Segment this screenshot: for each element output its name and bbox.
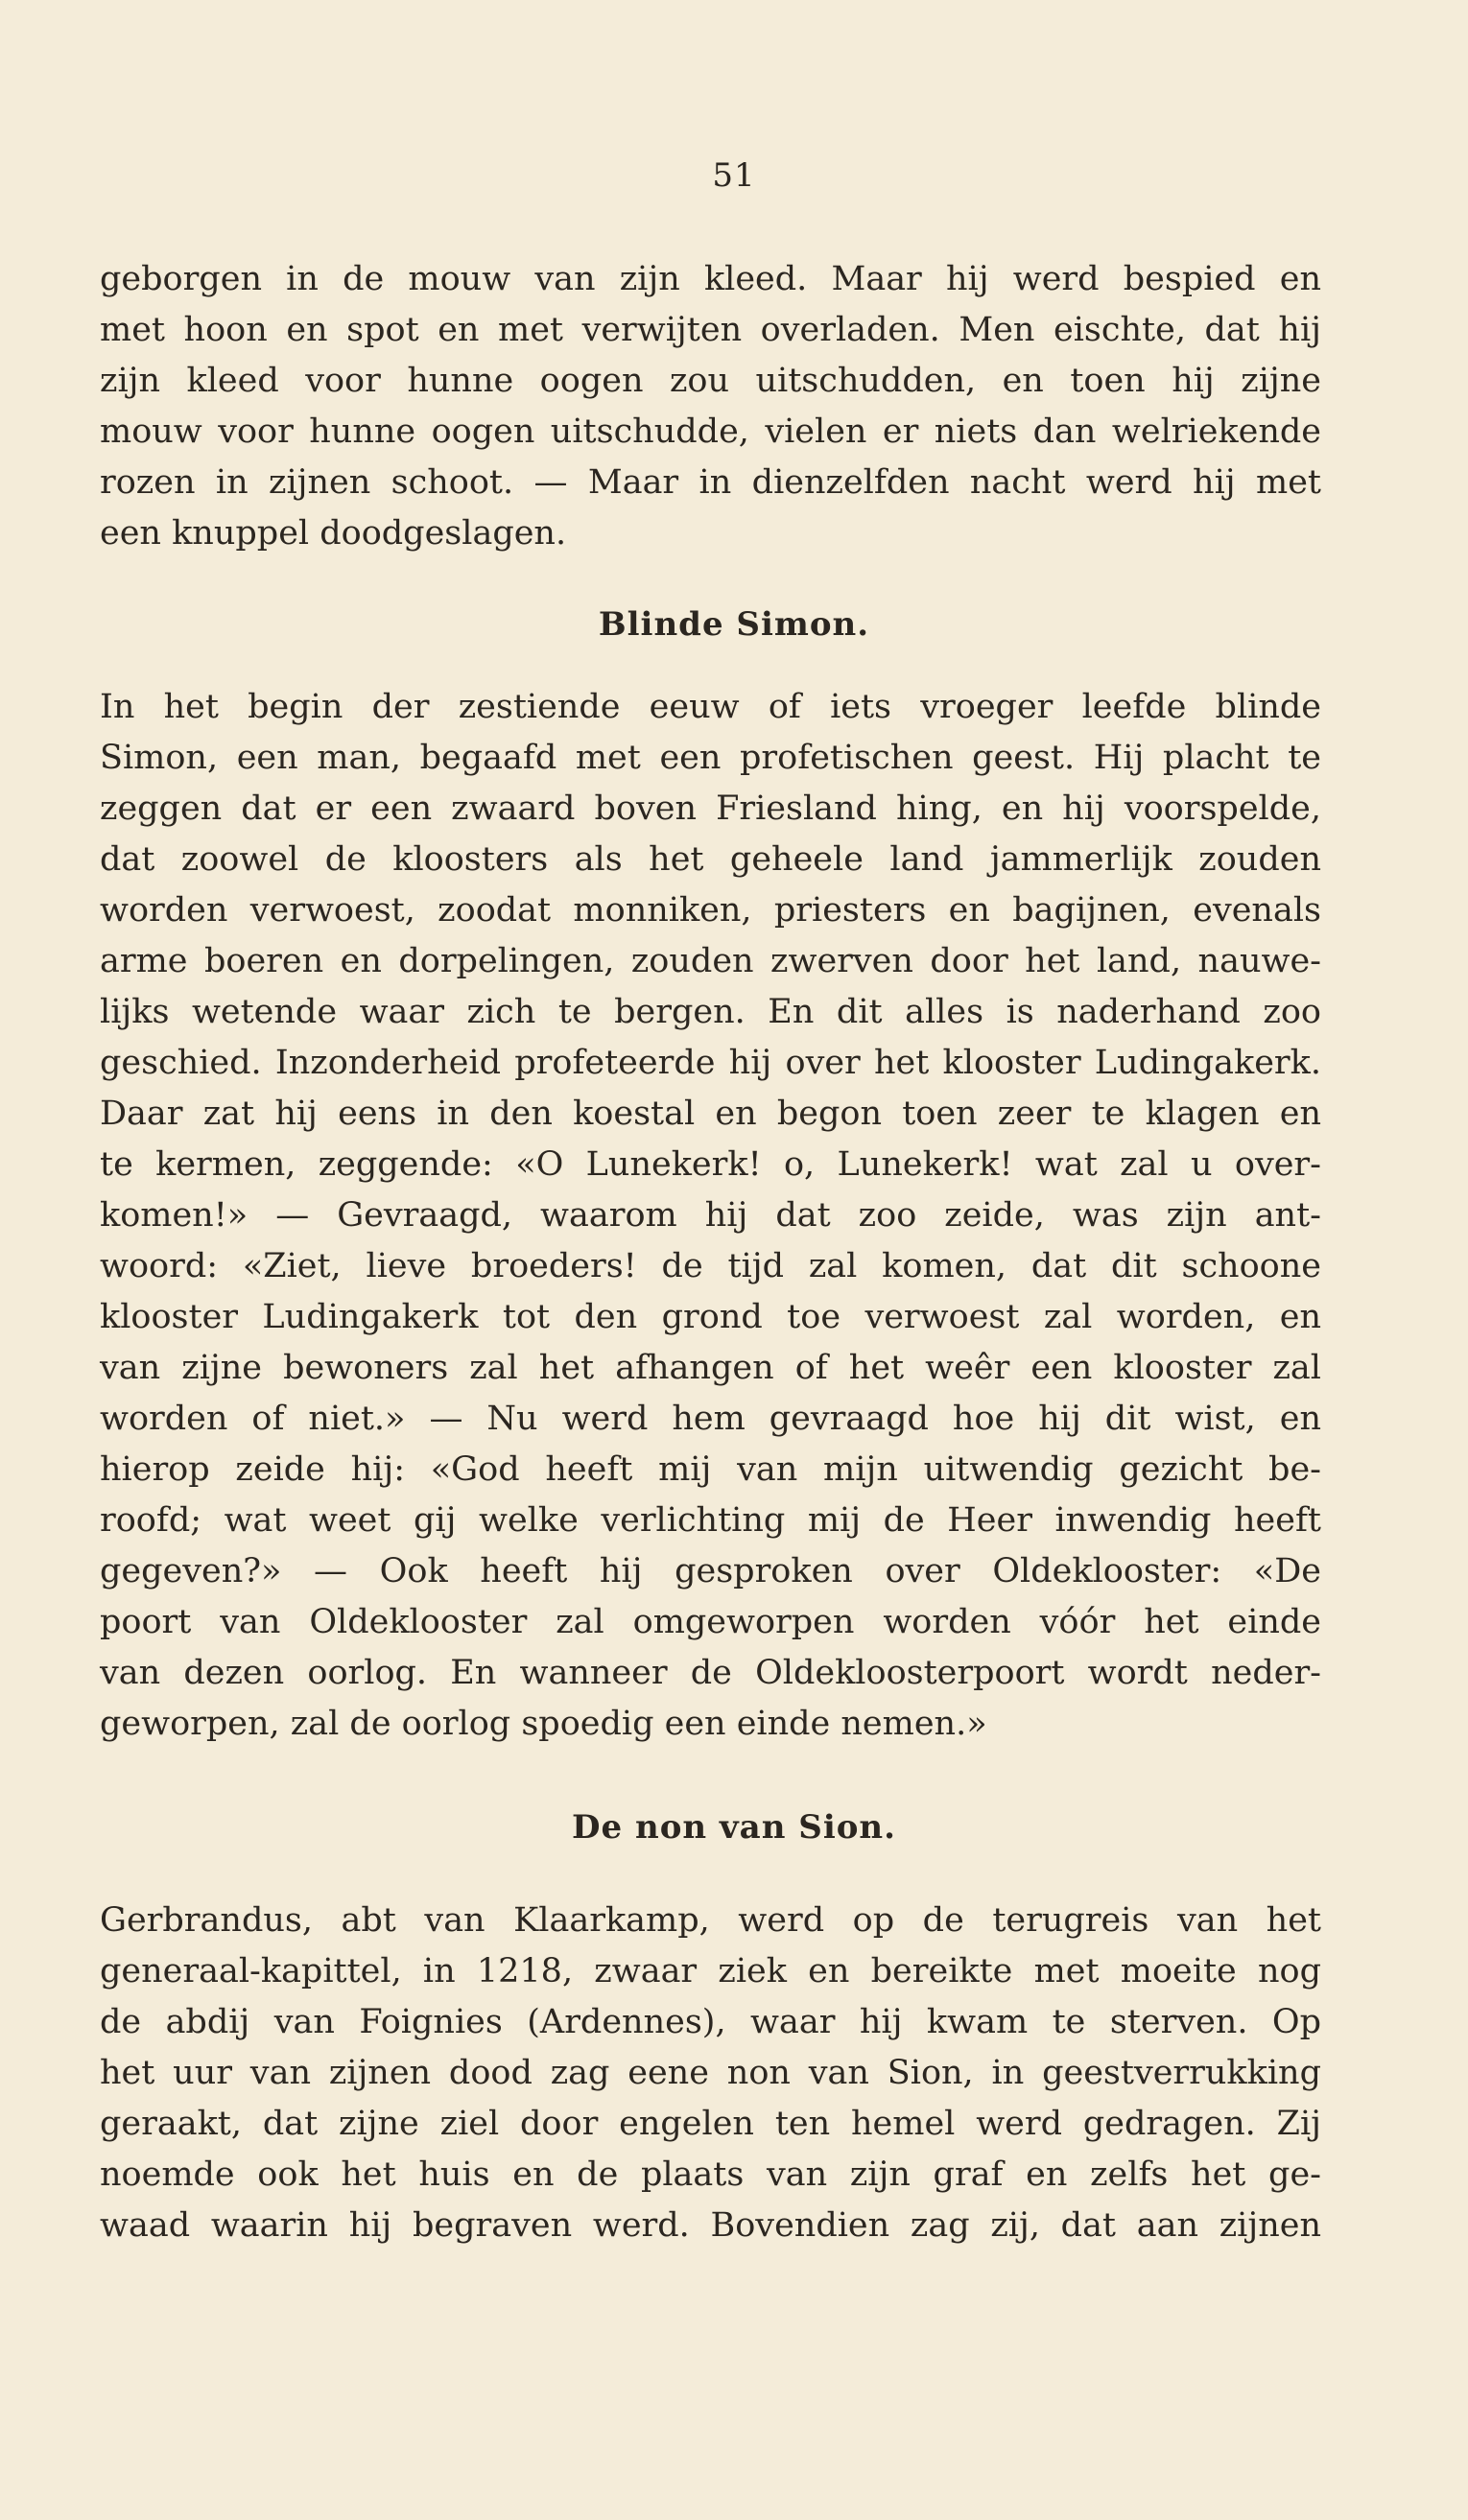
text-line: klooster Ludingakerk tot den grond toe verwoest zal worden, en [100, 1298, 1321, 1336]
text-line: roofd; wat weet gij welke verlichting mij de Heer inwendig heeft [100, 1501, 1321, 1540]
text-line: de abdij van Foignies (Ardennes), waar hij kwam te sterven. Op [100, 2003, 1321, 2041]
text-line: geworpen, zal de oorlog spoedig een einde nemen.» [100, 1705, 987, 1743]
text-line: woord: «Ziet, lieve broeders! de tijd zal komen, dat dit schoone [100, 1247, 1321, 1285]
text-line: mouw voor hunne oogen uitschudde, vielen er niets dan welriekende [100, 412, 1321, 451]
text-line: worden of niet.» — Nu werd hem gevraagd hoe hij dit wist, en [100, 1400, 1321, 1438]
text-line: gegeven?» — Ook heeft hij gesproken over Oldeklooster: «De [100, 1552, 1321, 1590]
text-line: een knuppel doodgeslagen. [100, 514, 567, 553]
text-line: rozen in zijnen schoot. — Maar in dienzelfden nacht werd hij met [100, 463, 1321, 502]
text-line: noemde ook het huis en de plaats van zijn graf en zelfs het ge- [100, 2155, 1321, 2194]
text-line: waad waarin hij begraven werd. Bovendien zag zij, dat aan zijnen [100, 2206, 1321, 2245]
text-line: met hoon en spot en met verwijten overladen. Men eischte, dat hij [100, 311, 1321, 349]
text-line: komen!» — Gevraagd, waarom hij dat zoo zeide, was zijn ant- [100, 1196, 1321, 1235]
text-line: geraakt, dat zijne ziel door engelen ten hemel werd gedragen. Zij [100, 2105, 1321, 2143]
text-line: Daar zat hij eens in den koestal en begon toen zeer te klagen en [100, 1095, 1321, 1133]
text-line: te kermen, zeggende: «O Lunekerk! o, Lunekerk! wat zal u over- [100, 1145, 1321, 1184]
text-line: Simon, een man, begaafd met een profetischen geest. Hij placht te [100, 739, 1321, 777]
text-line: geborgen in de mouw van zijn kleed. Maar hij werd bespied en [100, 260, 1321, 298]
text-line: geschied. Inzonderheid profeteerde hij over het klooster Ludingakerk. [100, 1044, 1321, 1082]
text-line: hierop zeide hij: «God heeft mij van mijn uitwendig gezicht be- [100, 1450, 1321, 1489]
text-line: dat zoowel de kloosters als het geheele land jammerlijk zouden [100, 840, 1321, 879]
text-line: van dezen oorlog. En wanneer de Oldekloosterpoort wordt neder- [100, 1654, 1321, 1692]
text-line: het uur van zijnen dood zag eene non van Sion, in geestverrukking [100, 2054, 1321, 2092]
section-heading: De non van Sion. [572, 1808, 896, 1847]
section-heading: Blinde Simon. [598, 605, 870, 644]
page-number: 51 [712, 156, 756, 195]
text-line: lijks wetende waar zich te bergen. En dit alles is naderhand zoo [100, 993, 1321, 1031]
text-line: In het begin der zestiende eeuw of iets vroeger leefde blinde [100, 688, 1321, 726]
text-line: generaal-kapittel, in 1218, zwaar ziek en bereikte met moeite nog [100, 1952, 1321, 1990]
text-line: zeggen dat er een zwaard boven Friesland hing, en hij voorspelde, [100, 789, 1321, 828]
text-line: zijn kleed voor hunne oogen zou uitschudden, en toen hij zijne [100, 362, 1321, 400]
text-line: arme boeren en dorpelingen, zouden zwerven door het land, nauwe- [100, 942, 1321, 980]
text-line: poort van Oldeklooster zal omgeworpen worden vóór het einde [100, 1603, 1321, 1641]
text-line: Gerbrandus, abt van Klaarkamp, werd op de terugreis van het [100, 1901, 1321, 1940]
text-line: van zijne bewoners zal het afhangen of het weêr een klooster zal [100, 1349, 1321, 1387]
text-line: worden verwoest, zoodat monniken, priesters en bagijnen, evenals [100, 891, 1321, 930]
